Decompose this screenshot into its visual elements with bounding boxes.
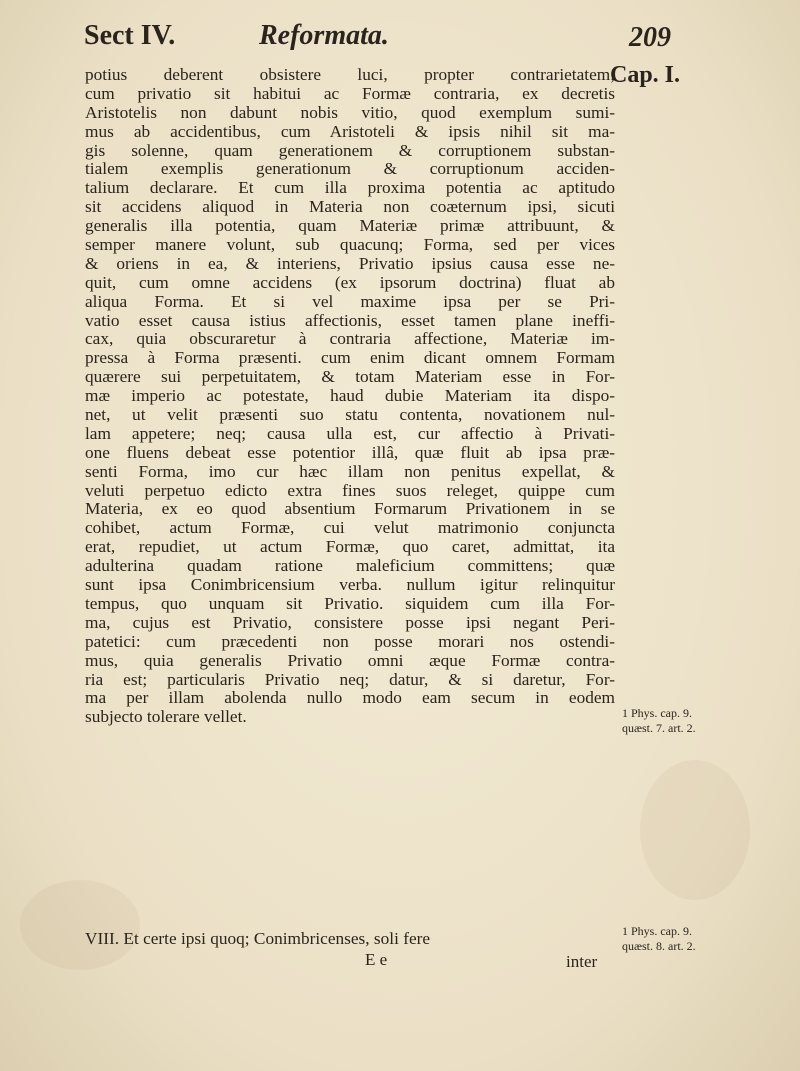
text-line: one fluens debeat esse potentior illâ, quæ fluit ab ipsa præ- bbox=[85, 442, 615, 462]
text-line: vatio esset causa istius affectionis, esset tamen plane ineffi- bbox=[85, 310, 615, 330]
text-line: ma, cujus est Privatio, consistere posse ipsi negant Peri- bbox=[85, 612, 615, 632]
text-line: adulterina quadam ratione maleficium committens; quæ bbox=[85, 556, 615, 576]
text-line: cohibet, actum Formæ, cui velut matrimonio conjuncta bbox=[85, 518, 615, 538]
marginal-note-1 bbox=[622, 706, 696, 736]
text-line: mus ab accidentibus, cum Aristoteli & ipsis nihil sit ma- bbox=[85, 121, 615, 141]
text-line: erat, repudiet, ut actum Formæ, quo caret, admittat, ita bbox=[85, 537, 615, 557]
text-line: lam appetere; neq; causa ulla est, cur affectio à Privati- bbox=[85, 423, 615, 443]
marginal-note-line: 1 Phys. cap. 9. bbox=[622, 706, 692, 720]
text-line: & oriens in ea, & interiens, Privatio ipsius causa esse ne- bbox=[85, 253, 615, 273]
signature-mark: E e bbox=[365, 950, 388, 969]
text-line: subjecto tolerare vellet. bbox=[85, 707, 247, 727]
text-line: patetici: cum præcedenti non posse morari nos ostendi- bbox=[85, 631, 615, 651]
text-line: talium declarare. Et cum illa proxima potentia ac aptitudo bbox=[85, 178, 615, 198]
text-line: mus, quia generalis Privatio omni æque Formæ contra- bbox=[85, 650, 615, 670]
page-header bbox=[84, 16, 724, 56]
marginal-note-2 bbox=[622, 924, 696, 954]
text-line: mæ imperio ac potestate, haud dubie Materiam ita dispo- bbox=[85, 386, 615, 406]
text-line: cax, quia obscuraretur à contraria affectione, Materiæ im- bbox=[85, 329, 615, 349]
text-line: semper manere volunt, sub quacunq; Forma, sed per vices bbox=[85, 235, 615, 255]
text-line: aliqua Forma. Et si vel maxime ipsa per se Pri- bbox=[85, 291, 615, 311]
text-line: sunt ipsa Conimbricensium verba. nullum igitur relinquitur bbox=[85, 575, 615, 595]
text-line: tialem exemplis generationum & corruptionum acciden- bbox=[85, 159, 615, 179]
text-line: Materia, ex eo quod absentium Formarum Privationem in se bbox=[85, 499, 615, 519]
text-line: ria est; particularis Privatio neq; datur, & si daretur, For- bbox=[85, 669, 615, 689]
section-heading: Sect IV. bbox=[84, 20, 176, 51]
text-line: gis solenne, quam generationem & corruptionem substan- bbox=[85, 140, 615, 160]
main-text-block bbox=[85, 66, 615, 727]
text-line: Aristotelis non dabunt nobis vitio, quod exemplum sumi- bbox=[85, 102, 615, 122]
paper-stain bbox=[640, 760, 750, 900]
text-line: cum privatio sit habitui ac Formæ contraria, ex decretis bbox=[85, 83, 615, 103]
text-line: pressa à Forma præsenti. cum enim dicant omnem Formam bbox=[85, 348, 615, 368]
marginal-note-line: 1 Phys. cap. 9. bbox=[622, 924, 692, 938]
text-line: generalis illa potentia, quam Materiæ primæ attribuunt, & bbox=[85, 216, 615, 236]
chapter-marginal-label: Cap. I. bbox=[610, 62, 681, 88]
paper-stain bbox=[20, 880, 140, 970]
section-viii-line: VIII. Et certe ipsi quoq; Conimbricenses, soli fere bbox=[85, 929, 431, 948]
page-number: 209 bbox=[629, 22, 671, 53]
catchword: inter bbox=[566, 952, 598, 971]
text-line: veluti perpetuo edicto extra fines suos releget, quippe cum bbox=[85, 480, 615, 500]
text-line: potius deberent obsistere luci, propter contrarietatem; bbox=[85, 65, 615, 84]
text-line: quærere sui perpetuitatem, & totam Materiam esse in For- bbox=[85, 367, 615, 387]
text-line: ma per illam abolenda nullo modo eam secum in eodem bbox=[85, 688, 615, 708]
section-viii-paragraph bbox=[85, 929, 615, 948]
text-line: quit, cum omne accidens (ex ipsorum doctrina) fluat ab bbox=[85, 272, 615, 292]
text-line: tempus, quo unquam sit Privatio. siquidem cum illa For- bbox=[85, 593, 615, 613]
marginal-note-line: quæst. 7. art. 2. bbox=[622, 721, 696, 735]
text-line: sit accidens aliquod in Materia non coæternum ipsi, sicuti bbox=[85, 197, 615, 217]
marginal-note-line: quæst. 8. art. 2. bbox=[622, 939, 696, 953]
text-line: net, ut velit præsenti suo statu contenta, novationem nul- bbox=[85, 405, 615, 425]
text-line: senti Forma, imo cur hæc illam non penitus expellat, & bbox=[85, 461, 615, 481]
running-title: Reformata. bbox=[259, 20, 389, 51]
